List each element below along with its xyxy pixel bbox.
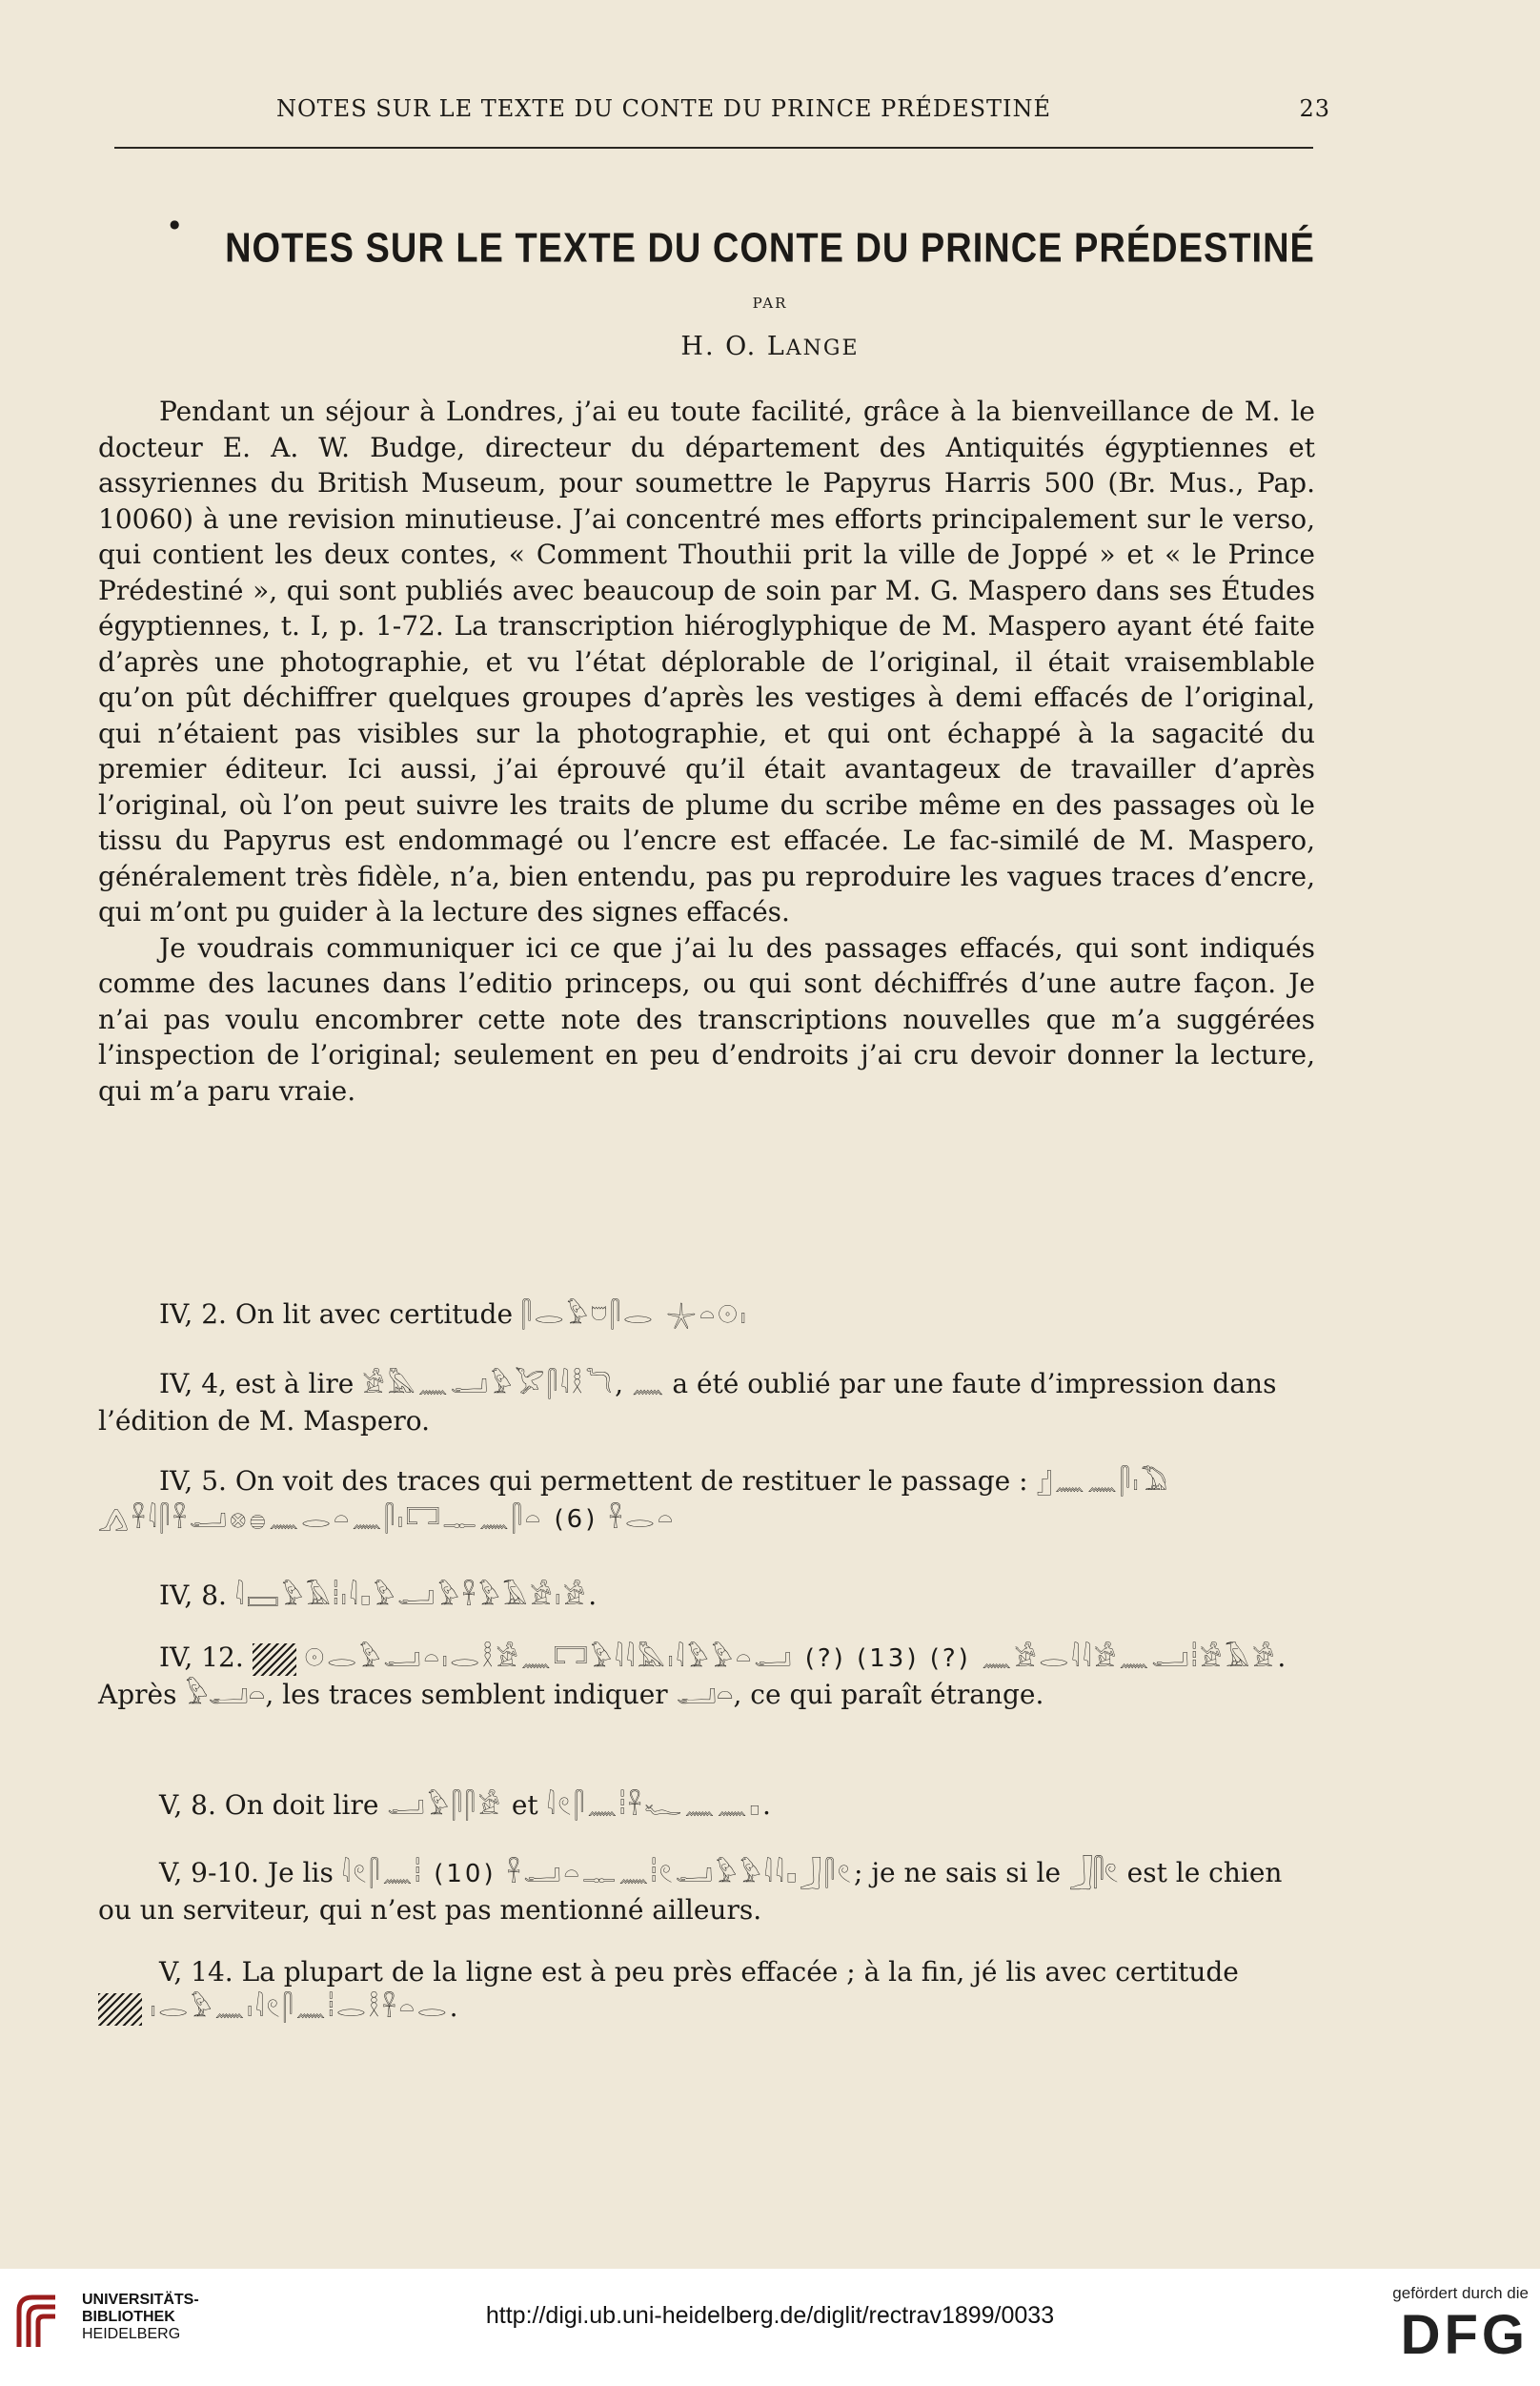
note-text: est à lire: [234, 1368, 355, 1399]
note-iv-8: [98, 1578, 1315, 1615]
hieroglyph-group: 𓇋𓏲𓋴𓈖𓏪𓋹𓆑𓈖𓈖𓊪: [546, 1792, 763, 1821]
source-url-link[interactable]: http://digi.ub.uni-heidelberg.de/diglit/rectrav1899/0033: [485, 2302, 1055, 2329]
running-title: NOTES SUR LE TEXTE DU CONTE DU PRINCE PRÉDESTINÉ: [276, 95, 1052, 122]
note-ref: V, 9-10.: [159, 1857, 259, 1888]
note-iv-2: [98, 1296, 1315, 1334]
note-v-8: V, 8. On doit lire 𓂝𓅱𓋴𓋴𓀀 et 𓇋𓏲𓋴𓈖𓏪𓋹𓆑𓈖𓈖𓊪.: [159, 1789, 771, 1821]
dfg-logo: DFG: [1400, 2304, 1529, 2366]
note-ref: IV, 2.: [159, 1298, 227, 1330]
note-text: On doit lire: [224, 1789, 379, 1821]
library-name-line: BIBLIOTHEK: [82, 2309, 175, 2325]
funder-label: gefördert durch die: [1392, 2284, 1529, 2302]
note-iv-12: [98, 1640, 1315, 1712]
library-name-line: HEIDELBERG: [82, 2326, 181, 2342]
library-name-line: UNIVERSITÄTS-: [82, 2292, 199, 2308]
author-name: [0, 332, 1540, 361]
hieroglyph-group: 𓇋𓈙𓅱𓄿𓏪𓏤𓇋𓊪𓅱𓂝𓅱𓋹𓅱𓄿𓀀𓏤𓀀: [234, 1582, 589, 1611]
note-iv-5: [98, 1463, 1315, 1538]
note-text: Je lis: [267, 1857, 334, 1888]
note-continuation: ; je ne sais si le 𓃀𓋴𓏲 est le chien ou un serviteur, qui n’est pas mentionné ailleurs.: [98, 1857, 1283, 1926]
paragraph-2: Je voudrais communiquer ici ce que j’ai lu des passages effacés, qui sont indiqués comme des lacunes dans l’editio princeps, ou qui sont déchiffrés d’une autre façon. Je n’ai pas voulu encombrer cette note des transcriptions nouvelles que m’a suggérées l’inspection de l’original; seulement en peu d’endroits j’ai cru devoir donner la lecture, qui m’a paru vraie.: [98, 931, 1315, 1107]
lacuna-hatch: [98, 1993, 142, 2026]
by-label: PAR: [752, 295, 788, 312]
body-text: [98, 394, 1315, 1109]
note-ref: V, 8.: [159, 1789, 216, 1821]
ink-dot: ●: [170, 217, 180, 231]
note-continuation: .: [588, 1580, 598, 1611]
note-ref: IV, 5.: [159, 1465, 227, 1497]
paragraph-1: Pendant un séjour à Londres, j’ai eu toute facilité, grâce à la bienveillance de M. le docteur E. A. W. Budge, directeur du département des Antiquités égyptiennes et assyriennes du British Museum, pour soumettre le Papyrus Harris 500 (Br. Mus., Pap. 10060) à une revision minutieuse. J’ai concentré mes efforts principalement sur le verso, qui contient les deux contes, « Comment Thouthii prit la ville de Joppé » et « le Prince Prédestiné », qui sont publiés avec beaucoup de soin par M. G. Maspero dans ses Études égyptiennes, t. I, p. 1-72. La transcription hiéroglyphique de M. Maspero ayant été faite d’après une photographie, et vu l’état déplorable de l’original, il était vraisemblable qu’on pût déchiffrer quelques groupes d’après les vestiges à demi effacés de l’original, qui n’étaient pas visibles sur la photographie, et qui ont échappé à la sagacité du premier éditeur. Ici aussi, j’ai éprouvé qu’il était avantageux de travailler d’après l’original, où l’on peut suivre les traits de plume du scribe même en des passages où le tissu du Papyrus est endommagé ou l’encre est effacée. Le fac-similé de M. Maspero, généralement très fidèle, n’a, bien entendu, pas pu reproduire les vagues traces d’encre, qui m’ont pu guider à la lecture des signes effacés.: [98, 396, 1315, 928]
note-continuation: . Après 𓅱𓂝𓏏, les traces semblent indiquer 𓂝𓏏, ce qui paraît étrange.: [98, 1642, 1287, 1710]
hieroglyph-group: 𓂝𓅱𓋴𓋴𓀀: [387, 1792, 503, 1821]
note-ref: IV, 4,: [159, 1368, 227, 1399]
note-text: On voit des traces qui permettent de restituer le passage :: [234, 1465, 1028, 1497]
page-number: 23: [1299, 95, 1330, 122]
note-iv-4: [98, 1366, 1315, 1438]
article-title: NOTES SUR LE TEXTE DU CONTE DU PRINCE PRÉDESTINÉ: [225, 225, 1315, 273]
lacuna-hatch: [253, 1643, 296, 1676]
note-ref: IV, 12.: [159, 1642, 244, 1673]
note-ref: V, 14.: [159, 1956, 233, 1988]
note-ref: IV, 8.: [159, 1580, 227, 1611]
note-v-9-10: [98, 1855, 1315, 1927]
author-initials: H. O. L: [680, 332, 786, 361]
hieroglyph-group: 𓇳𓂋𓅱𓂝𓏏𓏤𓂋𓎛𓀀𓈖𓉐𓅱𓇋𓇋𓅓𓏤𓇋𓅱𓅱𓏏𓂝 (?) (13) (?) 𓈖𓀀𓂋𓇋𓇋𓀀𓈖𓂝𓏪𓀀𓄿𓀀: [304, 1644, 1278, 1673]
note-text: La plupart de la ligne est à peu près effacée ; à la fin, jé lis avec certitude: [241, 1956, 1239, 1988]
note-text: On lit avec certitude: [234, 1298, 514, 1330]
author-surname-rest: ANGE: [785, 336, 860, 360]
hieroglyph-group: 𓊨𓈖𓈖𓋴𓏤𓅐 𓂻𓋹𓇋𓋴𓋹𓂝𓊖𓐍𓈖𓂋𓏏𓈖𓋴𓏤𓉐𓊃𓈖𓋴𓏏 (6) 𓋹𓂋𓏏: [98, 1468, 1170, 1534]
note-continuation: , 𓈖 a été oublié par une faute d’impression dans l’édition de M. Maspero.: [98, 1368, 1277, 1437]
hieroglyph-group: 𓀀𓅓𓈖𓂝𓅱𓅯𓋴𓇋𓎛𓆓: [362, 1371, 616, 1399]
conjunction-et: et: [511, 1789, 538, 1821]
hieroglyph-group: 𓋴𓂋𓅱𓈞𓋴𓂋 𓇼𓏏𓇳𓏤: [520, 1301, 749, 1330]
header-rule: [114, 147, 1313, 149]
hieroglyph-group: 𓇋𓏲𓋴𓈖𓏪 (10) 𓋹𓂝𓏏𓊃𓈖𓏪𓏲𓂝𓅱𓅱𓇋𓇋𓊪𓃀𓋴𓏲: [341, 1860, 854, 1888]
note-v-14: [98, 1954, 1315, 2027]
hieroglyph-group: 𓏤𓂋𓅱𓈖𓏤𓇋𓏲𓋴𓈖𓏪𓂋𓎛𓋹𓏏𓂋: [150, 1994, 450, 2023]
note-continuation: .: [449, 1991, 458, 2023]
